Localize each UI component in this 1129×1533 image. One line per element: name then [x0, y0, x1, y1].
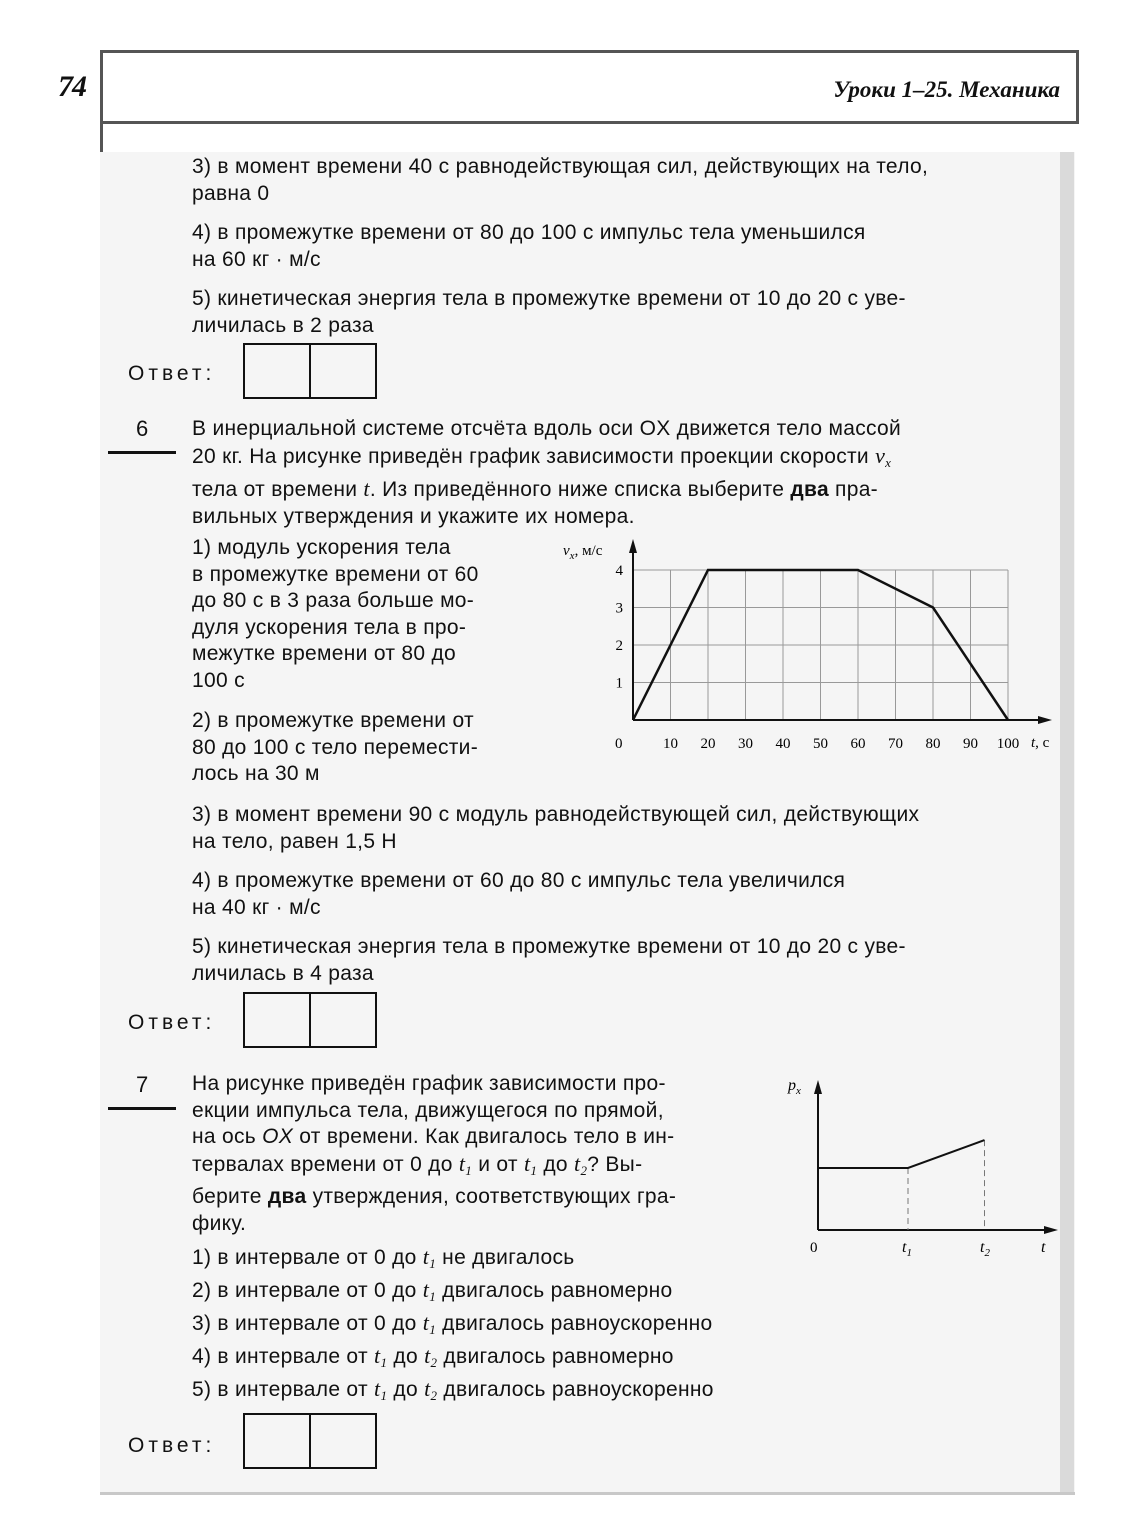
task-7-item-5: [192, 1376, 852, 1409]
v-symbol: v: [875, 442, 886, 468]
task-6-item-4: [192, 868, 1058, 921]
t-symbol: t: [422, 1244, 430, 1269]
t-symbol: t: [523, 1150, 531, 1176]
y-label-sub: x: [796, 1085, 801, 1097]
t-symbol: t: [422, 1310, 430, 1335]
prev-item-3-line-2: равна 0: [192, 181, 270, 205]
y-axis-label: [787, 1077, 801, 1097]
prev-item-3: [192, 154, 1058, 207]
bold-word: два: [267, 1185, 307, 1208]
x-axis-arrow-icon: [1044, 1226, 1058, 1234]
y-axis-label: [563, 543, 603, 562]
task-6-answer-label: Ответ:: [128, 1011, 216, 1034]
sub: 2: [580, 1162, 588, 1178]
answer-cell[interactable]: [245, 1415, 309, 1467]
y-tick-label: 1: [615, 675, 623, 692]
y-tick-label: 3: [615, 600, 623, 617]
bold-word: два: [790, 478, 829, 501]
x-tick-label: 70: [888, 736, 903, 752]
prev-item-4: [192, 220, 1058, 273]
answer-cell[interactable]: [309, 345, 375, 397]
line: екции импульса тела, движущегося по прямой,: [192, 1098, 664, 1122]
page-number: 74: [58, 70, 86, 103]
line: фику.: [192, 1211, 247, 1235]
line: личилась в 4 раза: [192, 961, 374, 985]
text: 2) в интервале от 0 до: [192, 1279, 423, 1302]
content-area-edge: [1060, 152, 1074, 1492]
header-box: [100, 50, 1079, 124]
line: 80 до 100 с тело перемести-: [192, 735, 479, 759]
t-symbol: t: [424, 1376, 431, 1401]
line: 100 с: [192, 668, 245, 692]
line: лось на 30 м: [192, 762, 320, 785]
t2-label: [980, 1239, 990, 1259]
y-tick-label: 2: [615, 638, 623, 654]
x-tick-label: 90: [963, 736, 978, 752]
t-symbol: t: [980, 1239, 985, 1256]
text: двигалось равноускоренно: [437, 1378, 714, 1401]
text: двигалось равноускоренно: [436, 1312, 713, 1335]
task-7-item-1: [192, 1244, 852, 1277]
text: тервалах времени от 0 до: [192, 1152, 459, 1176]
t-symbol: t: [374, 1343, 381, 1368]
task-6-intro-line-1: В инерциальной системе отсчёта вдоль оси OX движется тело массой: [192, 417, 902, 440]
axis-name: OX: [262, 1125, 294, 1148]
x-label-main: t: [1031, 735, 1036, 751]
prev-answer-label: Ответ:: [128, 362, 216, 385]
sub: 1: [380, 1388, 388, 1403]
line: 2) в промежутке времени от: [192, 709, 474, 732]
answer-cell[interactable]: [309, 994, 375, 1046]
y-label-main: v: [563, 543, 570, 559]
prev-item-5-line-1: 5) кинетическая энергия тела в промежутке времени от 10 до 20 с уве-: [192, 287, 906, 310]
task-6-intro: [192, 416, 1058, 530]
t-symbol: t: [422, 1277, 430, 1302]
sub: 1: [429, 1289, 437, 1304]
t-symbol: t: [902, 1239, 907, 1256]
task-7-item-3: [192, 1310, 852, 1343]
y-label-unit: , м/с: [574, 543, 603, 559]
line: 3) в момент времени 90 с модуль равнодействующей сил, действующих: [192, 803, 920, 826]
task-6-answer-box[interactable]: [243, 992, 377, 1048]
v-subscript: x: [885, 454, 892, 470]
prev-item-4-line-2: на 60 кг · м/с: [192, 247, 321, 271]
answer-cell[interactable]: [309, 1415, 375, 1467]
chart-tick-labels: [615, 563, 1019, 752]
prev-answer-box[interactable]: [243, 343, 377, 399]
text: 1) в интервале от 0 до: [192, 1246, 423, 1269]
text: двигалось равномерно: [436, 1279, 673, 1302]
frame-left-rule: [100, 124, 103, 154]
y-label-main: p: [788, 1077, 796, 1094]
task-7-number: 7: [136, 1072, 149, 1097]
task-7-answer-label: Ответ:: [128, 1434, 216, 1457]
line: до 80 с в 3 раза больше мо-: [192, 589, 475, 612]
header-title: Уроки 1–25. Механика: [833, 77, 1060, 102]
prev-item-5-line-2: личилась в 2 раза: [192, 313, 374, 337]
text: и от: [472, 1152, 524, 1176]
y-axis-arrow-icon: [629, 539, 637, 553]
task-6-rule: [108, 451, 176, 454]
task-7-item-2: [192, 1277, 852, 1310]
origin-label: 0: [810, 1240, 818, 1256]
sub: 1: [530, 1162, 538, 1178]
x-tick-label: 60: [850, 736, 866, 752]
line: в промежутке времени от 60: [192, 562, 479, 586]
line: 5) кинетическая энергия тела в промежутке времени от 10 до 20 с уве-: [192, 935, 906, 958]
text: . Из приведённого ниже списка выберите: [369, 478, 791, 501]
x-tick-label: 50: [813, 736, 828, 752]
task-6-intro-line-4: вильных утверждения и укажите их номера.: [192, 504, 635, 528]
line: На рисунке приведён график зависимости про-: [192, 1072, 666, 1095]
x-tick-label: 0: [615, 736, 623, 752]
t-symbol: t: [374, 1376, 381, 1401]
sub: 1: [429, 1322, 437, 1337]
text: 4) в интервале от: [192, 1345, 375, 1368]
task-6-item-5: [192, 934, 1058, 987]
prev-item-3-line-1: 3) в момент времени 40 с равнодействующая сил, действующих на тело,: [192, 155, 929, 178]
momentum-line: [818, 1140, 985, 1168]
x-tick-label: 10: [663, 736, 678, 752]
task-7-rule: [108, 1107, 176, 1110]
text: 5) в интервале от: [192, 1378, 375, 1401]
text: ? Вы-: [587, 1152, 643, 1176]
y-label-sub: x: [569, 550, 575, 562]
line: на 40 кг · м/с: [192, 895, 321, 919]
line: [192, 1151, 766, 1185]
t-symbol: t: [363, 476, 370, 501]
text: тела от времени: [192, 478, 364, 501]
text: не двигалось: [436, 1246, 575, 1269]
x-tick-label: 80: [925, 736, 941, 752]
t1-label: [902, 1239, 912, 1259]
y-tick-label: 4: [615, 563, 623, 579]
line: на тело, равен 1,5 Н: [192, 829, 397, 853]
line: межутке времени от 80 до: [192, 642, 457, 665]
text: берите: [192, 1185, 268, 1208]
prev-item-4-line-1: 4) в промежутке времени от 80 до 100 с импульс тела уменьшился: [192, 221, 866, 244]
x-axis-arrow-icon: [1038, 716, 1052, 724]
sub: 2: [430, 1388, 438, 1403]
text: утверждения, соответствующих гра-: [306, 1185, 677, 1208]
line: 1) модуль ускорения тела: [192, 536, 451, 559]
sub: 1: [465, 1162, 473, 1178]
sub: 1: [906, 1247, 912, 1259]
text: на ось: [192, 1125, 263, 1148]
line: дуля ускорения тела в про-: [192, 615, 467, 639]
line: 4) в промежутке времени от 60 до 80 с импульс тела увеличился: [192, 869, 846, 892]
text: от времени. Как двигалось тело в ин-: [293, 1125, 675, 1148]
x-tick-label: 40: [775, 736, 791, 752]
answer-cell[interactable]: [245, 994, 309, 1046]
chart-axes: [629, 539, 1052, 724]
task-6-item-2: [192, 708, 542, 788]
task-6-number: 6: [136, 416, 149, 441]
text: 3) в интервале от 0 до: [192, 1312, 423, 1335]
task-6-intro-line-3: [192, 476, 1058, 504]
momentum-chart: [780, 1070, 1070, 1260]
x-tick-label: 30: [738, 736, 753, 752]
task-6-intro-line-2: [192, 443, 1058, 477]
sub: 1: [380, 1355, 388, 1370]
text: до: [387, 1378, 425, 1401]
t-symbol: t: [458, 1150, 466, 1176]
answer-cell[interactable]: [245, 345, 309, 397]
t-symbol: t: [424, 1343, 431, 1368]
text: 20 кг. На рисунке приведён график зависимости проекции скорости: [192, 444, 876, 468]
task-7-intro: [192, 1071, 766, 1237]
text: пра-: [828, 478, 878, 501]
sub: 2: [984, 1247, 990, 1259]
chart-grid: [633, 570, 1008, 720]
task-7-item-4: [192, 1343, 852, 1376]
line: [192, 1124, 766, 1151]
x-axis-label: [1031, 735, 1050, 751]
text: до: [537, 1152, 575, 1176]
bottom-rule: [100, 1492, 1075, 1495]
t-symbol: t: [574, 1150, 581, 1176]
velocity-chart: [555, 535, 1065, 760]
y-axis-arrow-icon: [814, 1080, 822, 1094]
text: двигалось равномерно: [437, 1345, 674, 1368]
x-tick-label: 100: [996, 736, 1020, 752]
task-6-item-1: [192, 535, 542, 694]
x-tick-label: 20: [700, 736, 716, 752]
text: до: [387, 1345, 425, 1368]
sub: 2: [430, 1355, 438, 1370]
x-axis-label: t: [1041, 1239, 1046, 1256]
sub: 1: [429, 1256, 437, 1271]
task-7-answer-box[interactable]: [243, 1413, 377, 1469]
prev-item-5: [192, 286, 1058, 339]
x-label-unit: , с: [1035, 735, 1050, 751]
task-6-item-3: [192, 802, 1058, 855]
line: [192, 1184, 766, 1211]
